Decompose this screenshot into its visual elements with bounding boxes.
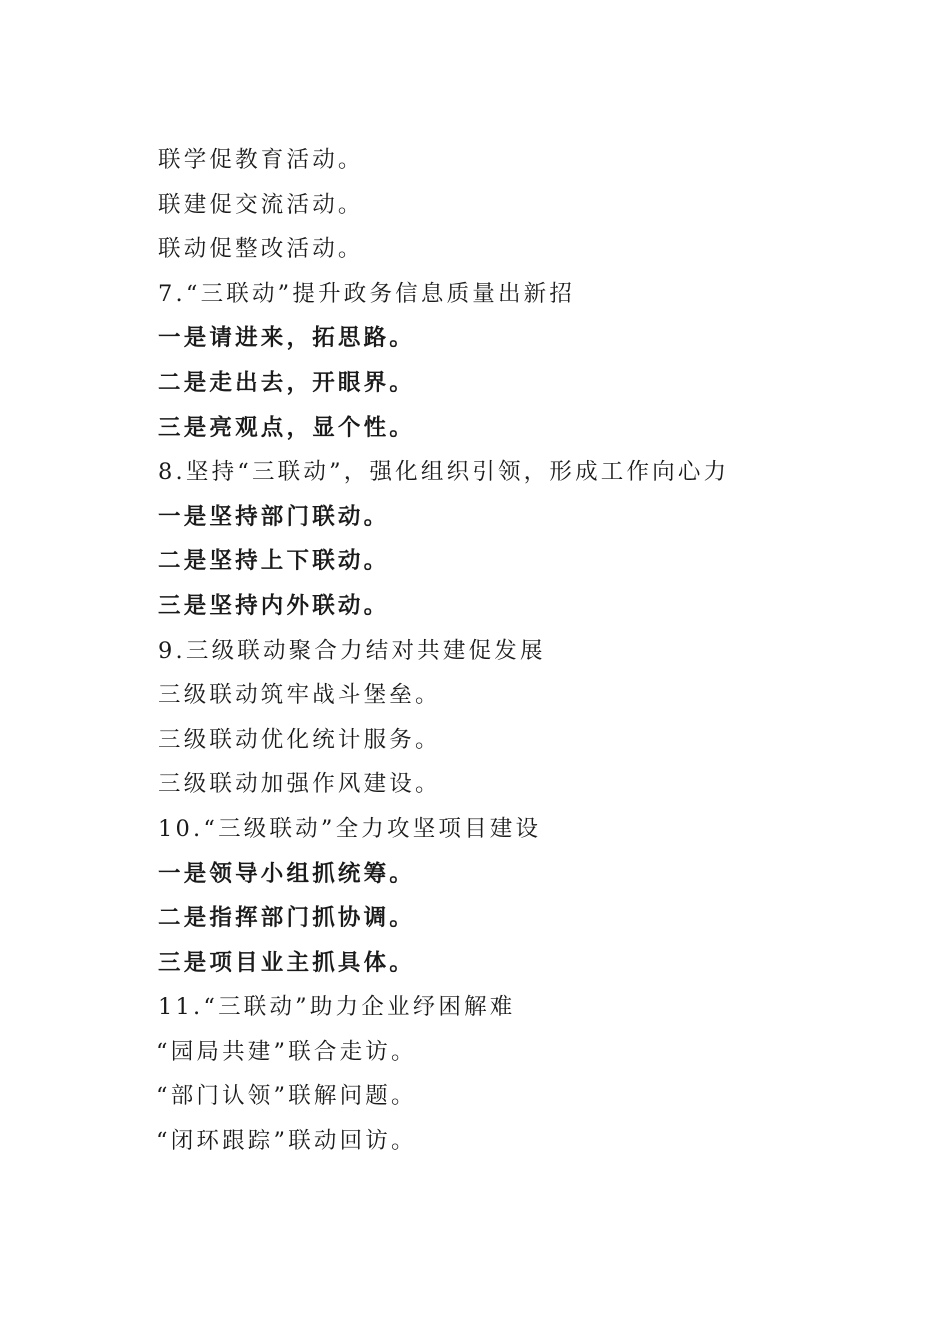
text-line: 三级联动加强作风建设。 bbox=[158, 771, 441, 798]
text-line: 联动促整改活动。 bbox=[158, 236, 364, 263]
text-line: 三级联动优化统计服务。 bbox=[158, 726, 441, 753]
section-heading: 7.“三联动”提升政务信息质量出新招 bbox=[158, 280, 576, 307]
text-line: “部门认领”联解问题。 bbox=[156, 1083, 417, 1110]
text-line: 一是坚持部门联动。 bbox=[158, 503, 390, 530]
text-line: 三是项目业主抓具体。 bbox=[158, 949, 416, 976]
text-line: 联建促交流活动。 bbox=[158, 191, 364, 218]
text-line: 三是坚持内外联动。 bbox=[158, 592, 390, 619]
section-heading: 8.坚持“三联动”，强化组织引领，形成工作向心力 bbox=[158, 459, 730, 486]
text-line: “闭环跟踪”联动回访。 bbox=[156, 1128, 417, 1155]
text-line: 二是坚持上下联动。 bbox=[158, 548, 390, 575]
text-line: 二是指挥部门抓协调。 bbox=[158, 905, 416, 932]
text-line: 三是亮观点，显个性。 bbox=[158, 414, 416, 441]
text-line: 一是请进来，拓思路。 bbox=[158, 325, 416, 352]
section-heading: 10.“三级联动”全力攻坚项目建设 bbox=[158, 815, 542, 842]
section-heading: 11.“三联动”助力企业纾困解难 bbox=[158, 994, 516, 1021]
section-heading: 9.三级联动聚合力结对共建促发展 bbox=[158, 637, 546, 664]
text-line: 联学促教育活动。 bbox=[158, 147, 364, 173]
text-line: 二是走出去，开眼界。 bbox=[158, 369, 416, 396]
text-line: 三级联动筑牢战斗堡垒。 bbox=[158, 682, 441, 709]
document-body bbox=[158, 138, 898, 1164]
text-line: “园局共建”联合走访。 bbox=[156, 1038, 417, 1065]
text-line: 一是领导小组抓统筹。 bbox=[158, 860, 416, 887]
